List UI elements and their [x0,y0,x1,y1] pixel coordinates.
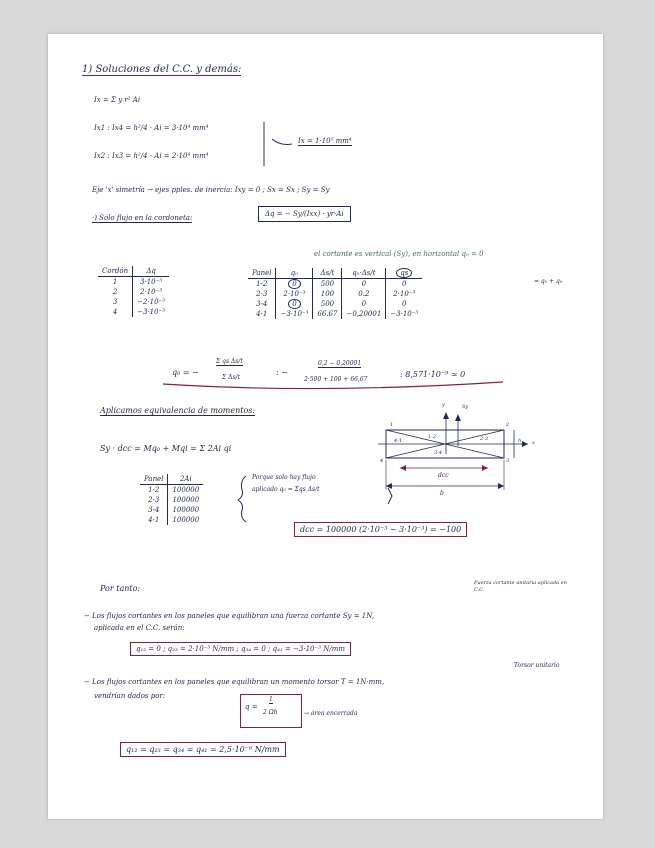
delta-q-cell: 2·10⁻³ [140,288,163,296]
ds-t-header: Δs/t [313,268,342,279]
ds-t-cell: 66.67 [313,309,342,319]
inertia-line-2-3: Ix2 : Ix3 = h²/4 · Ai = 2·10⁴ mm⁴ [94,152,209,160]
q0-ds-t-cell: 0.2 [342,289,386,299]
inertia-line-1-4: Ix1 : Ix4 = h²/4 · Ai = 3·10⁴ mm⁴ [94,124,209,132]
brace-note-line-1: Porque solo hay flujo [252,474,316,481]
moments-equation: Sy · dcc = Mq₀ + Mqi = Σ 2Ai qi [100,444,232,453]
q0-lhs: q₀ = − [172,368,199,377]
para1-line1: − Los flujos cortantes en los paneles que equilibran una fuerza cortante Sy = 1N, [84,612,375,620]
node-3-label: 3 [506,458,510,464]
symmetry-note: Eje 'x' simetría → ejes pples. de inercia: Ixy = 0 ; Sx = Sx ; Sy = Sy [92,186,330,194]
q0-numerator-2: 0,2 − 0,20001 [318,360,362,367]
q0-value: 0 [288,279,300,289]
result-box-torsion: q₁₂ = q₂₃ = q₃₄ = q₄₁ = 2,5·10⁻⁶ N/mm [120,742,286,757]
delta-q-cell: −3·10⁻³ [137,308,166,316]
cordon-cell: 4 [98,307,133,317]
ds-t-cell: 100 [313,289,342,299]
q0-cell: 2·10⁻³ [276,289,313,299]
side-note: Fuerza cortante unitaria aplicada en C.C. [474,580,567,593]
result-box-shear: q₁₂ = 0 ; q₂₃ = 2·10⁻³ N/mm ; q₃₄ = 0 ; q₄₁ = −3·10⁻³ N/mm [130,642,351,656]
panel-3-4-label: 3-4 [434,450,443,456]
section-heading: 1) Soluciones del C.C. y demás: [82,64,242,75]
panel-cell: 1-2 [140,485,168,496]
q0-header: q₀ [276,268,313,279]
q0-numerator: Σ qs Δs/t [216,358,243,365]
delta-q-header: Δq [133,266,169,277]
bredt-lhs: q = [245,703,258,711]
node-1-label: 1 [390,422,394,428]
q0-value: 0 [288,299,300,309]
q0-ds-t-cell: 0 [342,299,386,309]
q0-cell: −3·10⁻³ [276,309,313,319]
delta-q-cell: 3·10⁻³ [140,278,163,286]
flow-title: ·) Sólo flujo en la cordoneta: [92,214,193,222]
panel-1-2-label: 1-2 [428,434,437,440]
cordon-cell: 2 [98,287,133,297]
h-label: h [518,438,522,444]
q0-ds-t-cell: −0,20001 [342,309,386,319]
cordon-cell: 1 [98,277,133,288]
q0-mid: : − [276,368,288,377]
panel-cell: 4-1 [140,515,168,525]
delta-q-cell: −2·10⁻³ [137,298,166,306]
panel-cell: 3-4 [248,299,276,309]
torsor-note: Torsor unitario [514,662,560,669]
node-4-label: 4 [380,458,384,464]
cordon-cell: 3 [98,297,133,307]
brace [48,34,603,819]
para2-line1: − Los flujos cortantes en los paneles que equilibran un momento torsor T = 1N·mm, [84,678,385,686]
two-ai-cell: 100000 [172,496,200,504]
qs-note: = q₀ + q₀ [534,278,563,285]
flow-formula: Δq = − Sy/(Ixx) · yr·Ai [258,206,351,222]
por-tanto: Por tanto: [100,584,141,593]
panel-header: Panel [140,474,168,485]
q0-denominator: Σ Δs/t [222,374,240,381]
panel-cell: 1-2 [248,279,276,290]
bredt-denominator: 2 Ωh [263,709,278,716]
node-2-label: 2 [506,422,510,428]
two-ai-cell: 100000 [172,506,200,514]
bredt-box [240,694,302,728]
vertical-shear-note: el cortante es vertical (Sy), en horizontal q₀ = 0 [314,250,484,258]
qs-cell: 0 [402,280,407,288]
y-axis-label: y [442,402,445,408]
panel-cell: 2-3 [140,495,168,505]
qs-cell: −3·10⁻³ [390,310,419,318]
two-ai-cell: 100000 [172,516,200,524]
panel-2-3-label: 2-3 [480,436,489,442]
panel-cell: 3-4 [140,505,168,515]
q0-ds-t-cell: 0 [342,279,386,290]
ds-t-cell: 500 [313,299,342,309]
b-label: b [440,490,444,497]
para1-line2: aplicada en el C.C. serán: [94,624,185,632]
panel-header: Panel [248,268,276,279]
q0-result: : 8,571·10⁻⁹ ≃ 0 [400,370,466,379]
para2-line2: vendrían dados por: [94,692,166,700]
moments-title-text: Aplicamos equivalencia de momentos: [100,406,256,415]
sy-label: Sy [462,404,469,410]
x-axis-label: x [532,440,535,446]
bredt-numerator: 1 [269,696,273,703]
inertia-result: Ix = 1·10⁵ mm⁴ [298,137,352,145]
dcc-label: dcc [438,472,449,479]
inertia-formula: Ix = Σ y r² Ai [94,96,141,104]
q0-ds-t-header: q₀·Δs/t [342,268,386,279]
panel-cell: 4-1 [248,309,276,319]
ds-t-cell: 500 [313,279,342,290]
notebook-page [48,34,603,819]
bredt-note: → área encerrada [304,710,358,717]
two-ai-cell: 100000 [172,486,200,494]
two-ai-header: 2Ai [168,474,203,485]
cordon-header: Cordón [98,266,133,277]
brace-note-line-2: aplicado q₀ = Σqs Δs/t [252,486,320,493]
qs-cell: 0 [402,300,407,308]
q0-denominator-2: 2·500 + 100 + 66,67 [304,376,368,383]
panel-cell: 2-3 [248,289,276,299]
qs-header-label: qs [396,268,412,278]
dcc-result: dcc = 100000 (2·10⁻³ − 3·10⁻³) = −100 [294,522,467,537]
qs-cell: 2·10⁻³ [393,290,416,298]
panel-4-1-label: 4-1 [394,438,403,444]
